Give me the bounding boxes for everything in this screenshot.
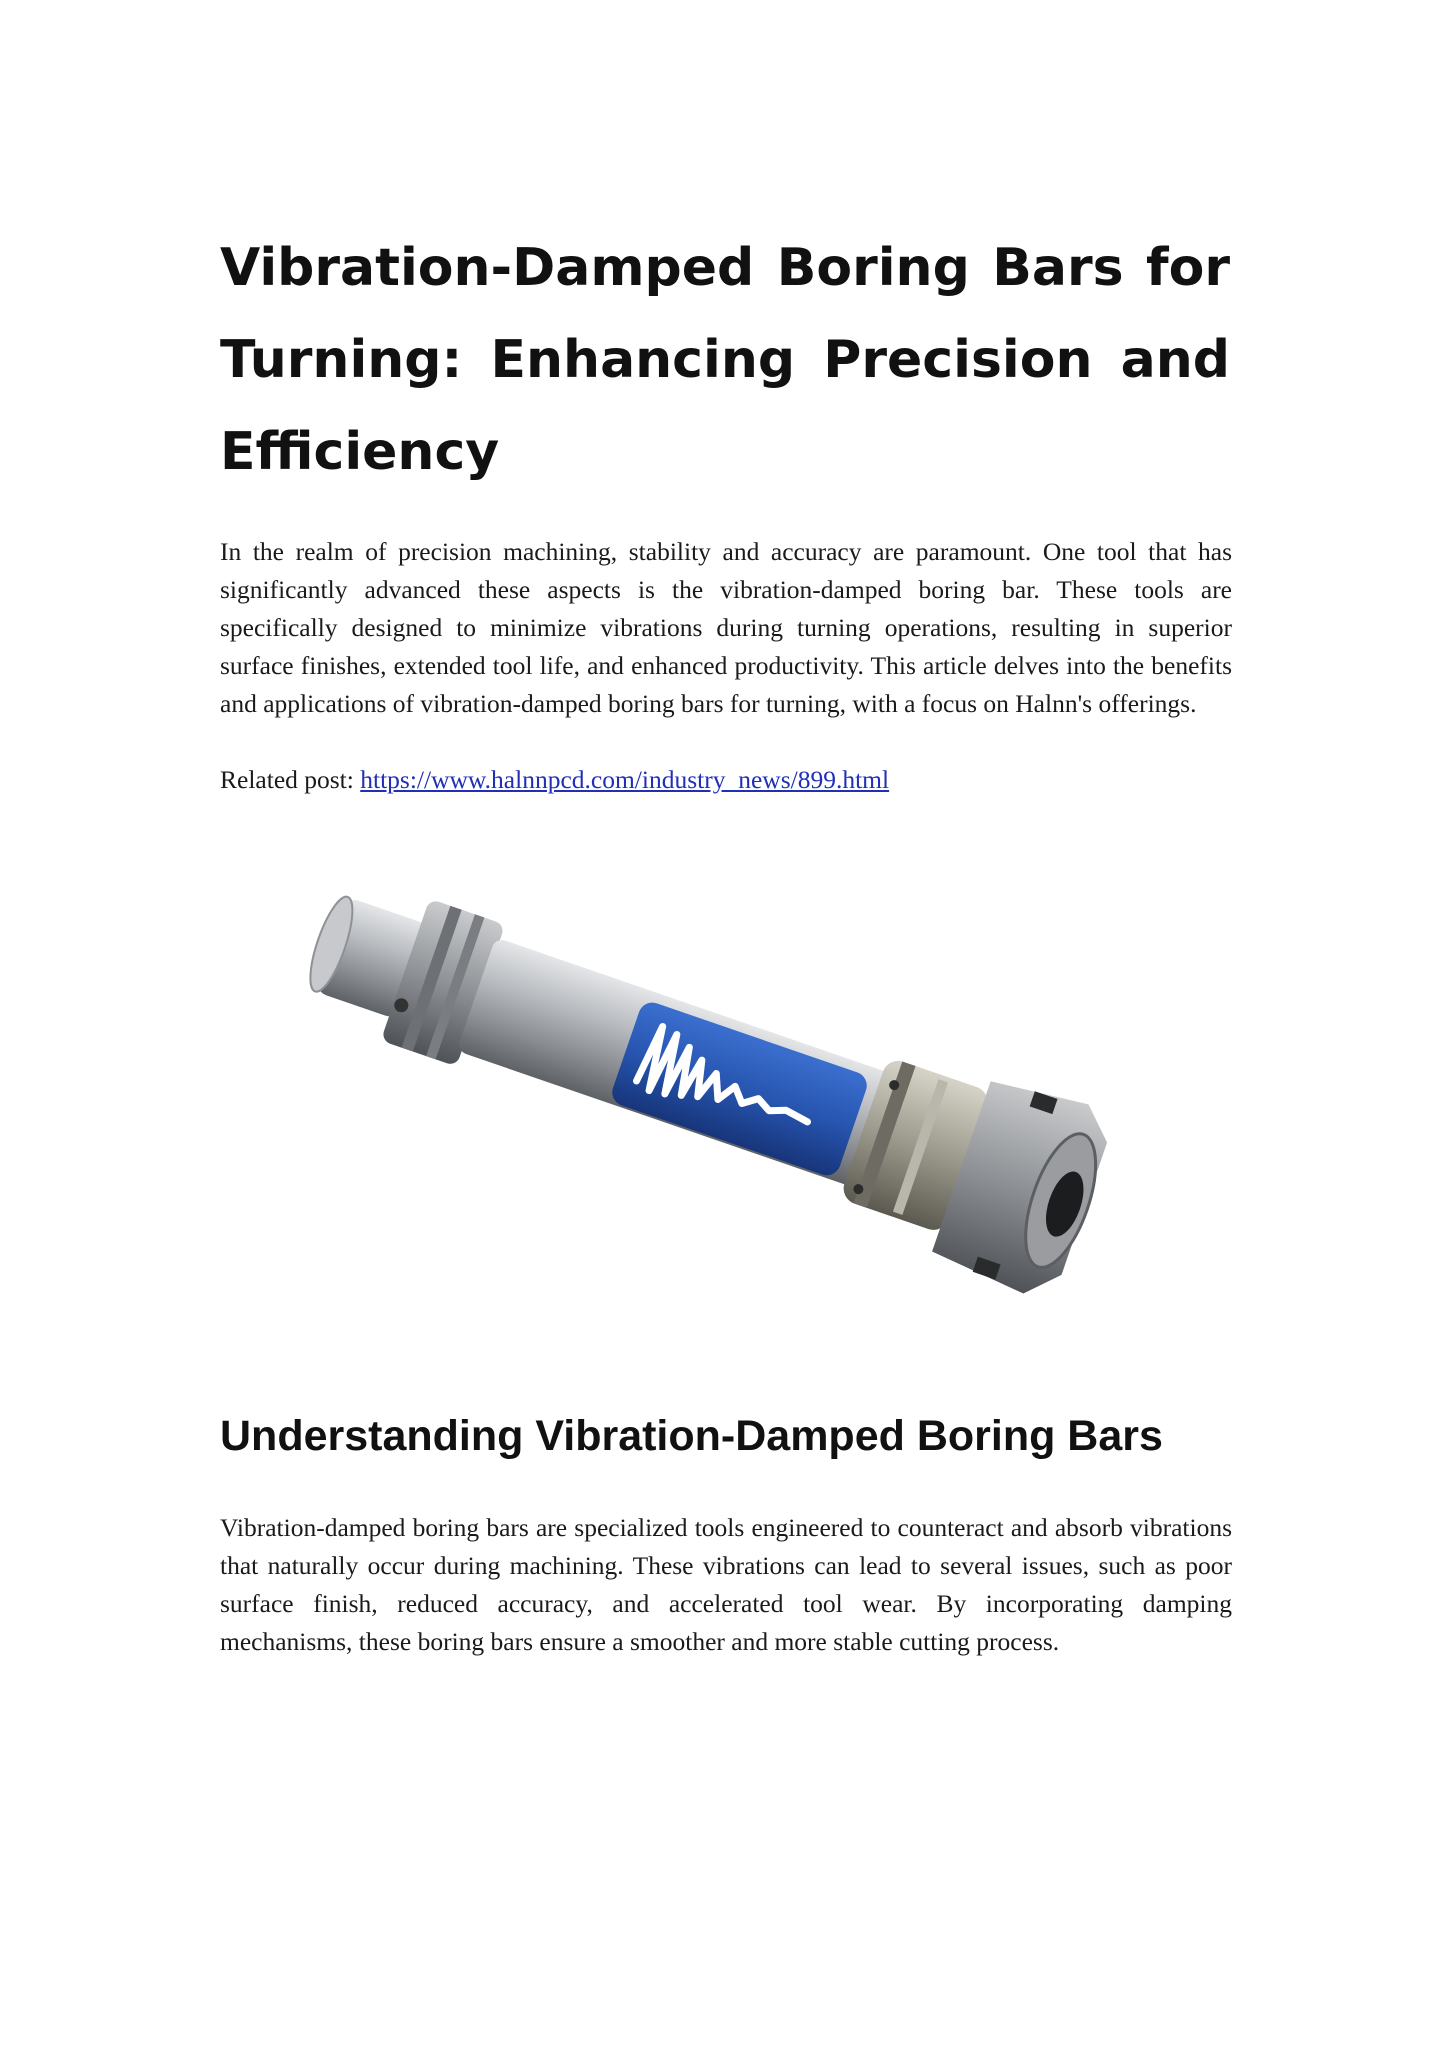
- section-paragraph: Vibration-damped boring bars are specialized tools engineered to counteract and absorb vibrations that naturally occur during machining. These vibrations can lead to several issues, such as poor surface finish, reduced accuracy, and accelerated tool wear. By incorporating damping mechanisms, these boring bars ensure a smoother and more stable cutting process.: [220, 1513, 1232, 1656]
- related-post-label: Related post:: [220, 765, 354, 794]
- article-title: Vibration-Damped Boring Bars for Turning: Enhancing Precision and Efficiency: [220, 238, 1230, 482]
- section-heading: Understanding Vibration-Damped Boring Bars: [220, 1412, 1163, 1460]
- related-post-link[interactable]: https://www.halnnpcd.com/industry_news/899.html: [360, 765, 890, 794]
- boring-bar-illustration: [285, 825, 1175, 1345]
- related-post: [220, 761, 1232, 799]
- intro-paragraph: In the realm of precision machining, stability and accuracy are paramount. One tool that has significantly advanced these aspects is the vibration-damped boring bar. These tools are specifically designed to minimize vibrations during turning operations, resulting in superior surface finishes, extended tool life, and enhanced productivity. This article delves into the benefits and applications of vibration-damped boring bars for turning, with a focus on Halnn's offerings.: [220, 537, 1232, 718]
